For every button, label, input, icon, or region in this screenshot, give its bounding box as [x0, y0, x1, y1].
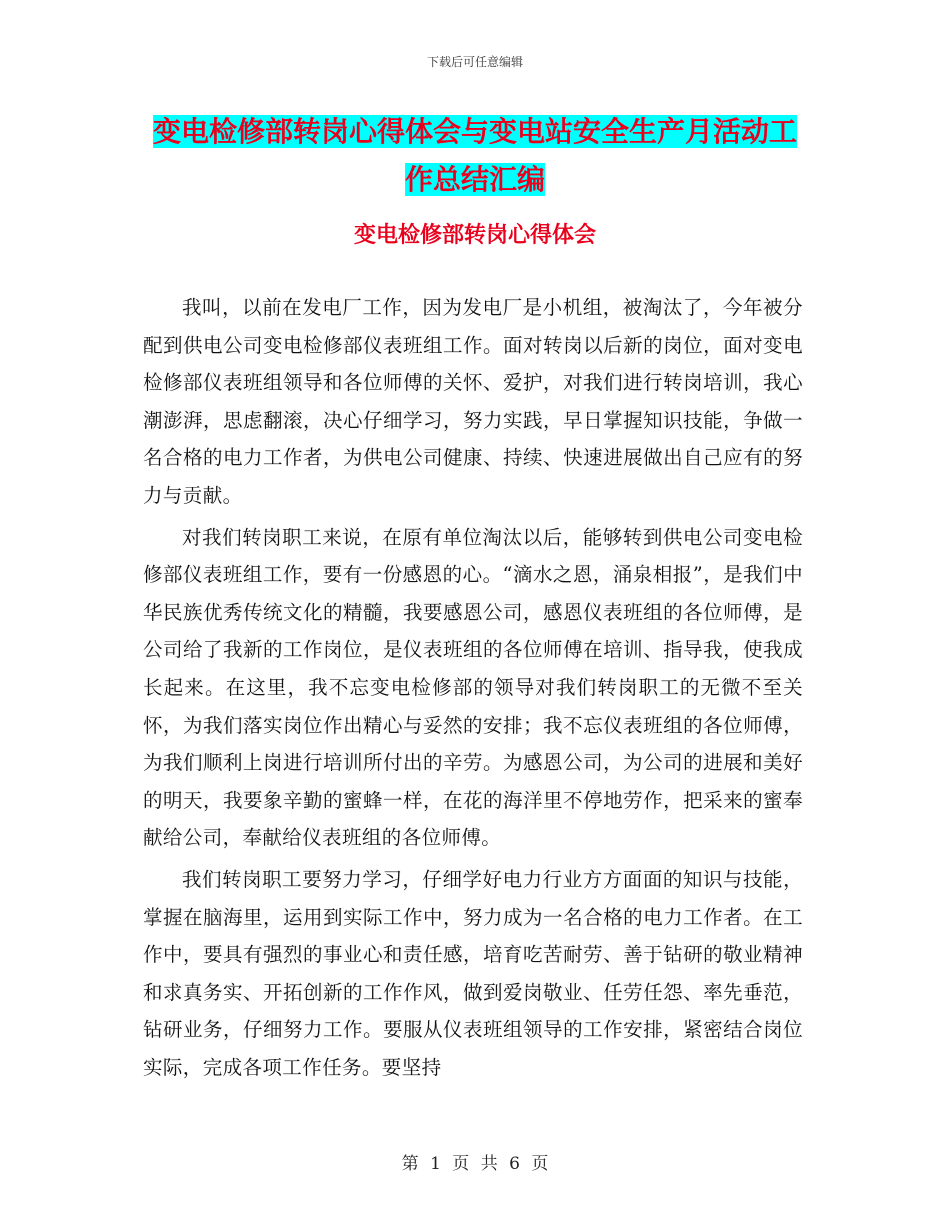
document-title-line-2: 作总结汇编: [404, 163, 545, 196]
paragraph: 对我们转岗职工来说，在原有单位淘汰以后，能够转到供电公司变电检修部仪表班组工作，要有一份感恩的心。“滴水之恩，涌泉相报”，是我们中华民族优秀传统文化的精髓，我要感恩公司，感恩仪表班组的各位师傅，是公司给了我新的工作岗位，是仪表班组的各位师傅在培训、指导我，使我成长起来。在这里，我不忘变电检修部的领导对我们转岗职工的无微不至关怀，为我们落实岗位作出精心与妥然的安排；我不忘仪表班组的各位师傅，为我们顺利上岗进行培训所付出的辛劳。为感恩公司，为公司的进展和美好的明天，我要象辛勤的蜜蜂一样，在花的海洋里不停地劳作，把采来的蜜奉献给公司，奉献给仪表班组的各位师傅。: [143, 525, 803, 850]
document-body: [143, 289, 803, 1090]
page-number: 第 1 页 共 6 页: [401, 1154, 549, 1174]
paragraph: 我们转岗职工要努力学习，仔细学好电力行业方方面面的知识与技能，掌握在脑海里，运用到实际工作中，努力成为一名合格的电力工作者。在工作中，要具有强烈的事业心和责任感，培育吃苦耐劳、善于钻研的敬业精神和求真务实、开拓创新的工作作风，做到爱岗敬业、任劳任怨、率先垂范，钻研业务，仔细努力工作。要服从仪表班组领导的工作安排，紧密结合岗位实际，完成各项工作任务。要坚持: [143, 867, 803, 1079]
document-title: [120, 108, 830, 204]
header-note: 下载后可任意编辑: [426, 55, 523, 69]
document-title-line-1: 变电检修部转岗心得体会与变电站安全生产月活动工: [152, 115, 797, 148]
paragraph: 我叫，以前在发电厂工作，因为发电厂是小机组，被淘汰了，今年被分配到供电公司变电检修部仪表班组工作。面对转岗以后新的岗位，面对变电检修部仪表班组领导和各位师傅的关怀、爱护，对我们进行转岗培训，我心潮澎湃，思虑翻滚，决心仔细学习，努力实践，早日掌握知识技能，争做一名合格的电力工作者，为供电公司健康、持续、快速进展做出自己应有的努力与贡献。: [143, 296, 803, 507]
section-title: 变电检修部转岗心得体会: [353, 223, 596, 248]
